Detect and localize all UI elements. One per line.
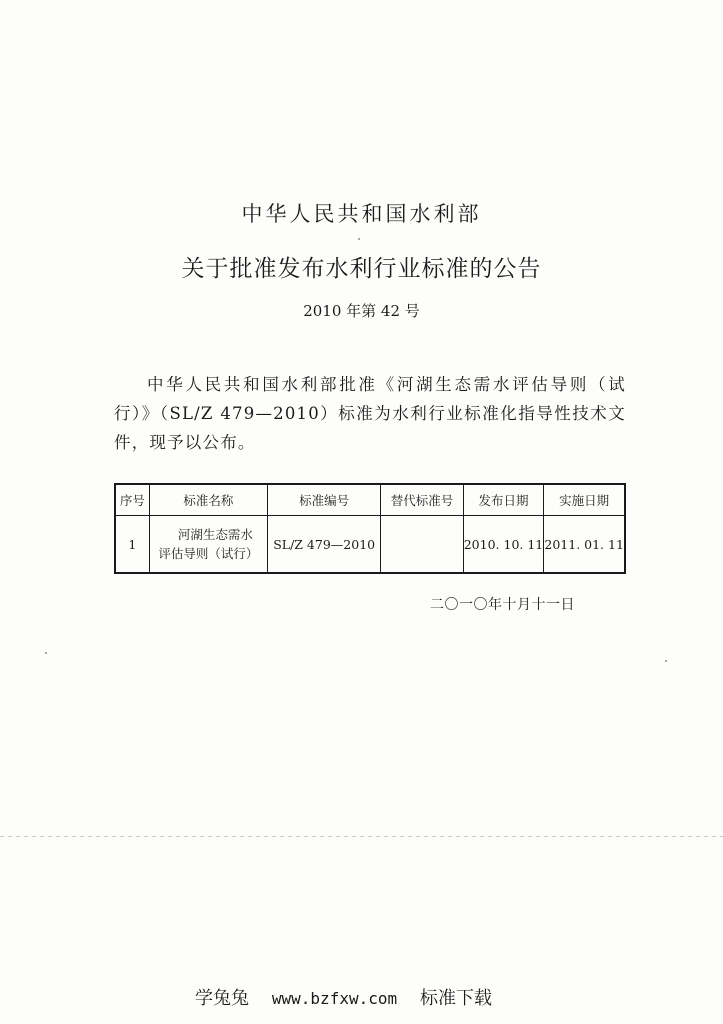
cell-issue-date: 2010. 10. 11 bbox=[463, 516, 544, 574]
cell-standard-code: SL/Z 479—2010 bbox=[268, 516, 381, 574]
standard-name-line2: 评估导则（试行） bbox=[158, 546, 259, 561]
issuing-ministry: 中华人民共和国水利部 bbox=[241, 202, 482, 226]
header-effective-date: 实施日期 bbox=[544, 484, 625, 516]
standard-name-line1: 河湖生态需水 bbox=[177, 527, 253, 542]
table-header-row bbox=[115, 484, 625, 516]
cell-effective-date: 2011. 01. 11 bbox=[544, 516, 625, 574]
cell-standard-name bbox=[149, 516, 267, 574]
table-row bbox=[115, 516, 625, 574]
scan-speck bbox=[358, 238, 360, 240]
scan-speck bbox=[45, 652, 47, 654]
cell-replaced-code bbox=[381, 516, 463, 574]
header-issue-date: 发布日期 bbox=[463, 484, 544, 516]
header-serial-no: 序号 bbox=[115, 484, 149, 516]
announcement-title: 关于批准发布水利行业标准的公告 bbox=[181, 256, 542, 282]
footer-url: www.bzfxw.com bbox=[271, 989, 398, 1008]
header-standard-name: 标准名称 bbox=[149, 484, 267, 516]
scan-speck bbox=[665, 660, 667, 662]
announcement-body: 中华人民共和国水利部批准《河湖生态需水评估导则（试行）》（SL/Z 479—2010）标准为水利行业标准化指导性技术文件，现予以公布。 bbox=[114, 375, 626, 452]
footer-site-name: 学兔兔 bbox=[195, 988, 249, 1009]
announcement-date: 二〇一〇年十月十一日 bbox=[430, 597, 575, 613]
header-replaced-code: 替代标准号 bbox=[381, 484, 463, 516]
document-number: 2010 年第 42 号 bbox=[303, 302, 420, 320]
footer-watermark bbox=[195, 984, 492, 1010]
footer-tagline: 标准下载 bbox=[420, 988, 493, 1009]
scan-artifact-line bbox=[0, 836, 723, 837]
standards-table bbox=[114, 483, 626, 574]
header-standard-code: 标准编号 bbox=[268, 484, 381, 516]
cell-serial-no: 1 bbox=[115, 516, 149, 574]
